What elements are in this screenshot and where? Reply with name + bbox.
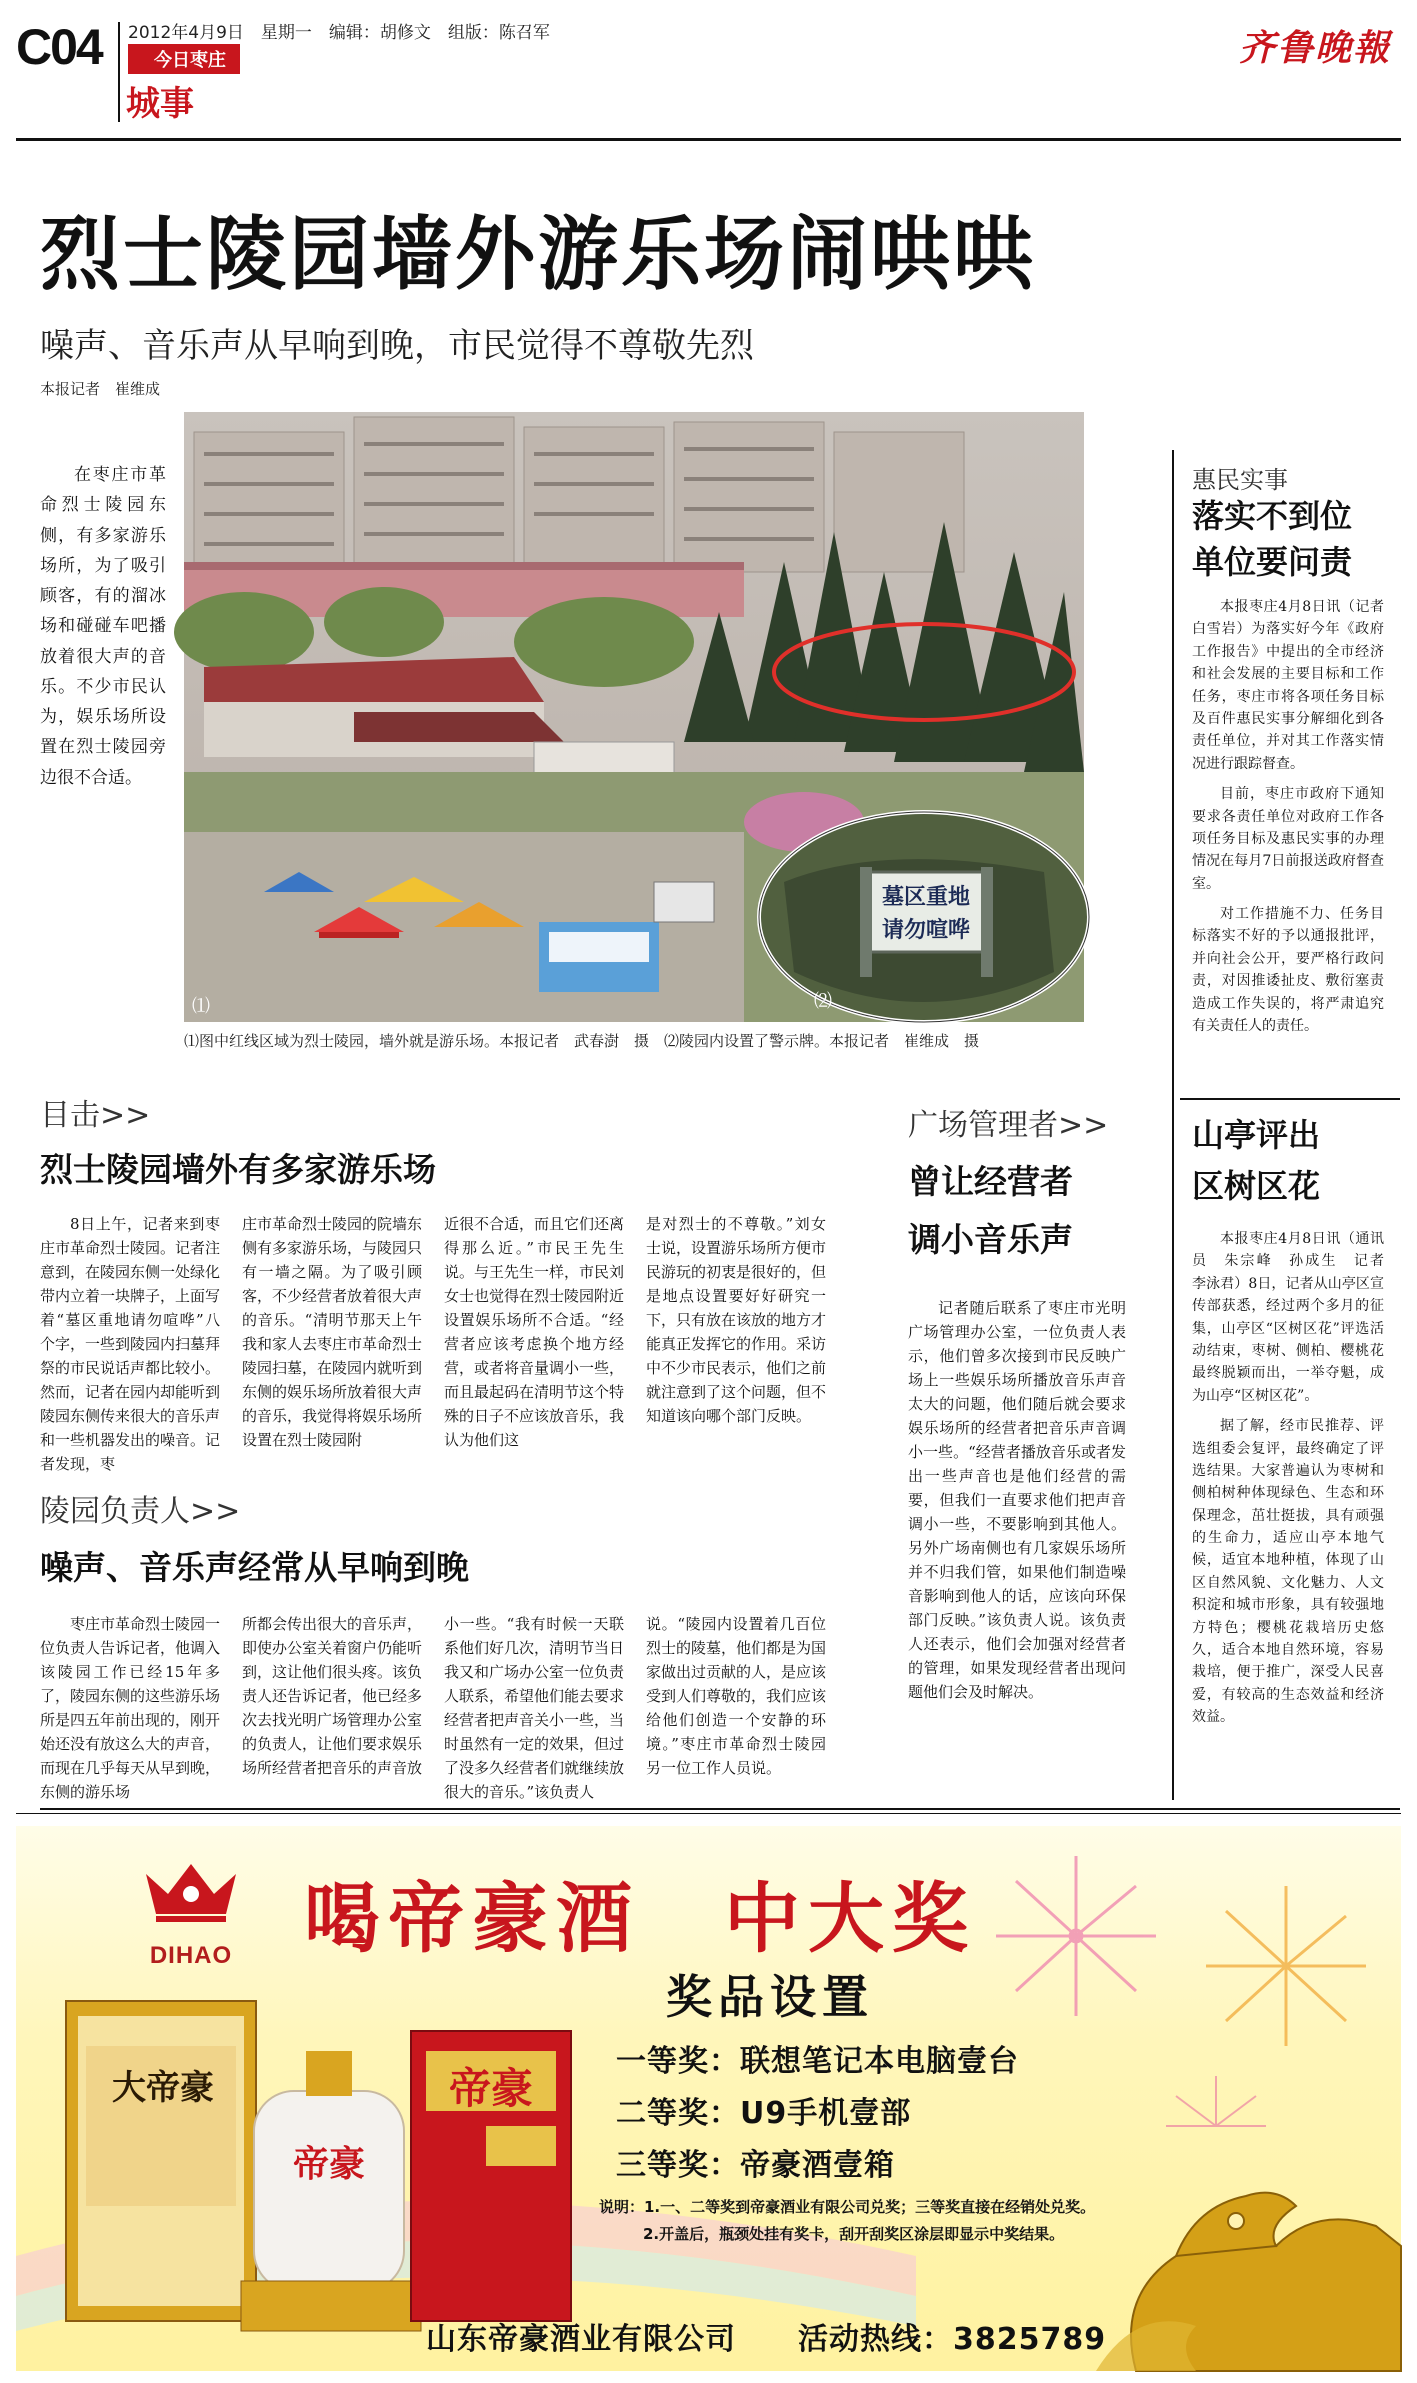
sidebar-body-2: 本报枣庄4月8日讯（通讯员 朱宗峰 孙成生 记者 李泳君）8日，记者从山亭区宣传部获悉，经过两个多月的征集，山亭区“区树区花”评选活动结束，枣树、侧柏、樱桃花最终脱颖而出，一举夺魁，成为山亭“区树区花”。 据了解，经市民推荐、评选组委会复评，最终确定了评选结果。大家普遍认为枣树和侧柏树种体现绿色、生态和环保理念，茁壮挺拔，具有顽强的生命力，适应山亭本地气候，适宜本地种植，体现了山区自然风貌、文化魅力、人文积淀和城市形象，具有较强地方特色；樱桃花栽培历史悠久，适合本地自然环境，容易栽培，便于推广，深受人民喜爱，有较高的生态效益和经济效益。: [1192, 1231, 1398, 1726]
prize-third: 三等奖：帝豪酒壹箱: [616, 2148, 895, 2183]
text-column: 小一些。“我有时候一天联系他们好几次，清明节当日我又和广场办公室一位负责人联系，希望他们能去要求经营者把声音关小一些，当时虽然有一定的效果，但过了没多久经营者们就继续放很大的音乐。”该负责人: [444, 1615, 625, 1801]
headline: 烈士陵园墙外游乐场闹哄哄: [40, 208, 1036, 301]
prize-notes: 说明：1.一、二等奖到帝豪酒业有限公司兑奖；三等奖直接在经销处兑奖。 2.开盖后，瓶颈处挂有奖卡，刮开刮奖区涂层即显示中奖结果。: [599, 2198, 1096, 2243]
ad-logo: [116, 1866, 266, 1970]
subheadline: 噪声、音乐声从早响到晚，市民觉得不尊敬先烈: [40, 326, 754, 366]
advertisement: [16, 1826, 1401, 2371]
prize-first: 一等奖：联想笔记本电脑壹台: [616, 2044, 1019, 2079]
header-rule: [16, 138, 1401, 141]
park-scene-illustration: [184, 412, 1084, 1022]
prize-title: 奖品设置: [666, 1970, 874, 2024]
text-column: 是对烈士的不尊敬。”刘女士说，设置游乐场所方便市民游玩的初衷是很好的，但是地点设置要好好研究一下，只有放在该放的地方才能真正发挥它的作用。采访中不少市民表示，他们之前就注意到了这个问题，但不知道该向哪个部门反映。: [646, 1215, 827, 1425]
sign-text-1: 墓区重地: [881, 885, 971, 910]
text-column: 8日上午，记者来到枣庄市革命烈士陵园。记者注意到，在陵园东侧一处绿化带内立着一块牌子，上面写着“墓区重地请勿喧哗”八个字，一些到陵园内扫墓拜祭的市民说话声都比较小。然而，记者在园内却能听到陵园东侧传来很大的音乐声和一些机器发出的噪音。记者发现，枣: [40, 1215, 221, 1473]
byline: 本报记者 崔维成: [40, 380, 161, 398]
ad-footer: 山东帝豪酒业有限公司 活动热线：3825789: [426, 2322, 1107, 2357]
ad-headline: 喝帝豪酒 中大奖: [304, 1874, 976, 1963]
section-body-cemetery: [40, 1612, 826, 1802]
section-tag-manager: 广场管理者>>: [908, 1108, 1109, 1143]
section-tag-witness: 目击>>: [40, 1098, 151, 1133]
section-tag-cemetery: 陵园负责人>>: [40, 1494, 241, 1529]
text-column: 庄市革命烈士陵园的院墙东侧有多家游乐场，与陵园只有一墙之隔。为了吸引顾客，不少经营者放着很大声的音乐。“清明节那天上午我和家人去枣庄市革命烈士陵园扫墓，在陵园内就听到东侧的娱乐场所放着很大声的音乐，我觉得将娱乐场所设置在烈士陵园附: [242, 1215, 423, 1449]
section-title-manager-1: 曾让经营者: [908, 1162, 1073, 1201]
ad-separator-thin: [16, 1813, 1401, 1814]
product-bottle-label: 帝豪: [292, 2143, 365, 2185]
column-title: 城事: [126, 84, 194, 124]
sidebar-title-2: 山亭评出 区树区花: [1192, 1116, 1321, 1206]
section-badge: 今日枣庄: [128, 44, 240, 74]
section-title-witness: 烈士陵园墙外有多家游乐场: [40, 1150, 436, 1189]
header-divider: [118, 22, 120, 122]
news-photo: [184, 412, 1084, 1022]
photo-label-1: ⑴: [192, 996, 210, 1017]
photo-label-2: ⑵: [814, 991, 832, 1012]
sidebar-rule: [1180, 1098, 1400, 1100]
text-column: 近很不合适，而且它们还离得那么近。”市民王先生说。与王先生一样，市民刘女士也觉得在烈士陵园附近设置娱乐场所不合适。“经营者应该考虑换个地方经营，或者将音量调小一些，而且最起码在清明节这个特殊的日子不应该放音乐，我认为他们这: [444, 1215, 625, 1449]
text-column: 说。“陵园内设置着几百位烈士的陵墓，他们都是为国家做出过贡献的人，是应该受到人们尊敬的，我们应该给他们创造一个安静的环境。”枣庄市革命烈士陵园另一位工作人员说。: [646, 1615, 827, 1777]
sidebar-tag: 惠民实事: [1192, 466, 1288, 494]
prize-second: 二等奖：U9手机壹部: [616, 2096, 912, 2131]
photo-caption: ⑴图中红线区域为烈士陵园，墙外就是游乐场。本报记者 武春澍 摄 ⑵陵园内设置了警示牌。本报记者 崔维成 摄: [184, 1032, 980, 1050]
sign-text-2: 请勿喧哗: [881, 918, 971, 943]
ad-separator: [40, 1808, 1400, 1810]
sidebar-title-1: 落实不到位 单位要问责: [1192, 497, 1353, 582]
text-column: 记者随后联系了枣庄市光明广场管理办公室，一位负责人表示，他们曾多次接到市民反映广场上一些娱乐场所播放音乐声音太大的问题，他们随后就会要求娱乐场所的经营者把音乐声音调小一些。“经营者播放音乐或者发出一些声音也是他们经营的需要，但我们一直要求他们把声音调小一些，不要影响到其他人。另外广场南侧也有几家娱乐场所并不归我们管，如果他们制造噪音影响到他人的话，应该向环保部门反映。”该负责人说。该负责人还表示，他们会加强对经营者的管理，如果发现经营者出现问题他们会及时解决。: [908, 1299, 1126, 1701]
text-column: 所都会传出很大的音乐声，即使办公室关着窗户仍能听到，这让他们很头疼。该负责人还告诉记者，他已经多次去找光明广场管理办公室的负责人，让他们要求娱乐场所经营者把音乐的声音放: [242, 1615, 423, 1777]
brand-name: DIHAO: [149, 1942, 233, 1969]
intro-paragraph: 在枣庄市革命烈士陵园东侧，有多家游乐场所，为了吸引顾客，有的溜冰场和碰碰车吧播放着很大声的音乐。不少市民认为，娱乐场所设置在烈士陵园旁边很不合适。: [40, 465, 166, 788]
header-meta: 2012年4月9日 星期一 编辑：胡修文 组版：陈召军: [128, 23, 550, 43]
product-box-label: 大帝豪: [112, 2068, 214, 2108]
section-body-witness: [40, 1212, 827, 1473]
newspaper-logo: 齐鲁晚報: [1238, 27, 1391, 69]
section-title-cemetery: 噪声、音乐声经常从早响到晚: [40, 1548, 469, 1587]
product-redbox-label: 帝豪: [448, 2064, 533, 2113]
sidebar-divider: [1172, 450, 1174, 1800]
sidebar-body-1: 本报枣庄4月8日讯（记者 白雪岩）为落实好今年《政府工作报告》中提出的全市经济和社会发展的主要目标和工作任务，枣庄市将各项任务目标及百件惠民实事分解细化到各责任单位，并对其工作落实情况进行跟踪督查。 目前，枣庄市政府下通知要求各责任单位对政府工作各项任务目标及惠民实事的办理情况在每月7日前报送政府督查室。 对工作措施不力、任务目标落实不好的予以通报批评，并向社会公开，要严格行政问责，对因推诿扯皮、敷衍塞责造成工作失误的，将严肃追究有关责任人的责任。: [1192, 599, 1398, 1035]
text-column: 枣庄市革命烈士陵园一位负责人告诉记者，他调入该陵园工作已经15年多了，陵园东侧的这些游乐场所是四五年前出现的，刚开始还没有放这么大的声音，而现在几乎每天从早到晚，东侧的游乐场: [40, 1615, 221, 1801]
section-body-manager: [908, 1296, 1126, 1796]
page-number: C04: [16, 19, 102, 75]
section-title-manager-2: 调小音乐声: [908, 1220, 1073, 1259]
